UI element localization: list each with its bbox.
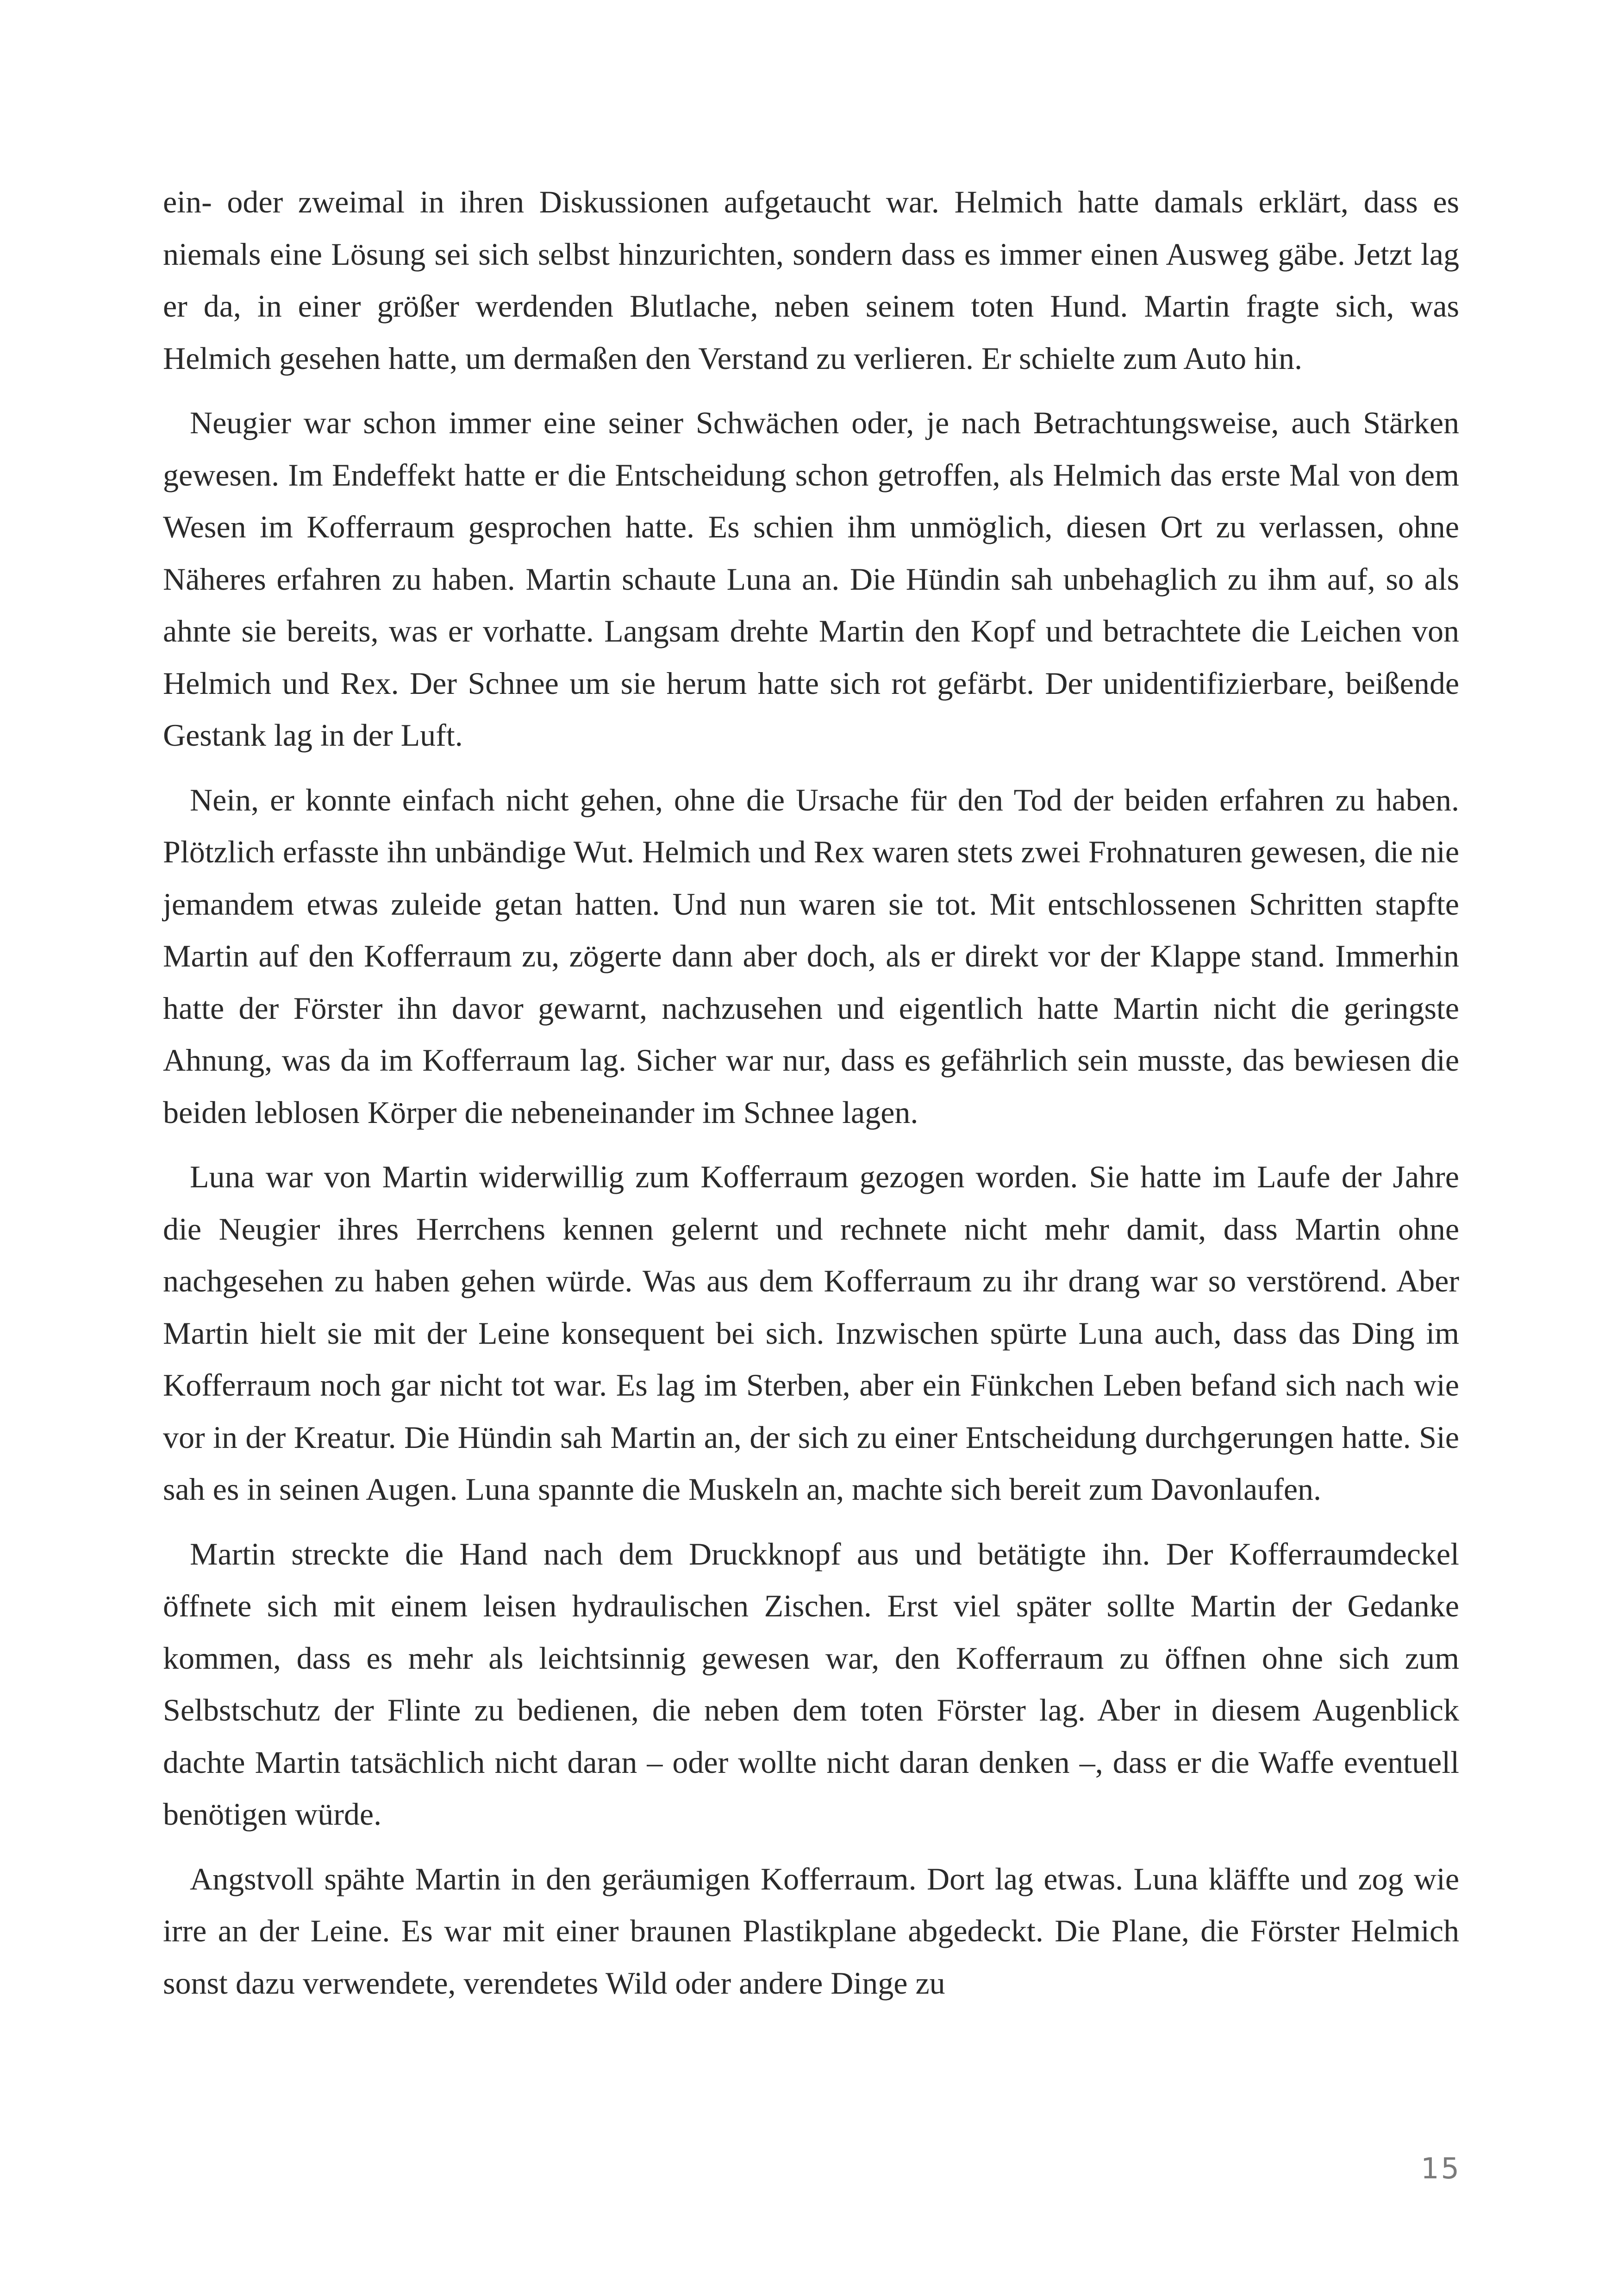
paragraph-3: Nein, er konnte einfach nicht gehen, ohne die Ursache für den Tod der beiden erfahren zu haben. Plötzlich erfasste ihn unbändige Wut. Helmich und Rex waren stets zwei Frohnaturen gewesen, die nie jemandem etwas zuleide getan hatten. Und nun waren sie tot. Mit entschlossenen Schritten stapfte Martin auf den Kofferraum zu, zögerte dann aber doch, als er direkt vor der Klappe stand. Immerhin hatte der Förster ihn davor gewarnt, nachzusehen und eigentlich hatte Martin nicht die geringste Ahnung, was da im Kofferraum lag. Sicher war nur, dass es gefährlich sein musste, das bewiesen die beiden leblosen Körper die nebeneinander im Schnee lagen. [163, 782, 1459, 1130]
paragraph-2: Neugier war schon immer eine seiner Schwächen oder, je nach Betrachtungsweise, auch Stärken gewesen. Im Endeffekt hatte er die Entscheidung schon getroffen, als Helmich das erste Mal von dem Wesen im Kofferraum gesprochen hatte. Es schien ihm unmöglich, diesen Ort zu verlassen, ohne Näheres erfahren zu haben. Martin schaute Luna an. Die Hündin sah unbehaglich zu ihm auf, so als ahnte sie bereits, was er vorhatte. Langsam drehte Martin den Kopf und betrachtete die Leichen von Helmich und Rex. Der Schnee um sie herum hatte sich rot gefärbt. Der unidentifizierbare, beißende Gestank lag in der Luft. [163, 405, 1459, 753]
paragraph-5: Martin streckte die Hand nach dem Druckknopf aus und betätigte ihn. Der Kofferraumdeckel öffnete sich mit einem leisen hydraulischen Zischen. Erst viel später sollte Martin der Gedanke kommen, dass es mehr als leichtsinnig gewesen war, den Kofferraum zu öffnen ohne sich zum Selbstschutz der Flinte zu bedienen, die neben dem toten Förster lag. Aber in diesem Augenblick dachte Martin tatsächlich nicht daran – oder wollte nicht daran denken –, dass er die Waffe eventuell benötigen würde. [163, 1536, 1459, 1832]
body-text [163, 176, 1459, 2021]
paragraph-1: ein- oder zweimal in ihren Diskussionen aufgetaucht war. Helmich hatte damals erklärt, dass es niemals eine Lösung sei sich selbst hinzurichten, sondern dass es immer einen Ausweg gäbe. Jetzt lag er da, in einer größer werdenden Blutlache, neben seinem toten Hund. Martin fragte sich, was Helmich gesehen hatte, um dermaßen den Verstand zu verlieren. Er schielte zum Auto hin. [163, 184, 1459, 376]
page-number: 15 [1421, 2152, 1461, 2185]
paragraph-4: Luna war von Martin widerwillig zum Kofferraum gezogen worden. Sie hatte im Laufe der Jahre die Neugier ihres Herrchens kennen gelernt und rechnete nicht mehr damit, dass Martin ohne nachgesehen zu haben gehen würde. Was aus dem Kofferraum zu ihr drang war so verstörend. Aber Martin hielt sie mit der Leine konsequent bei sich. Inzwischen spürte Luna auch, dass das Ding im Kofferraum noch gar nicht tot war. Es lag im Sterben, aber ein Fünkchen Leben befand sich nach wie vor in der Kreatur. Die Hündin sah Martin an, der sich zu einer Entscheidung durchgerungen hatte. Sie sah es in seinen Augen. Luna spannte die Muskeln an, machte sich bereit zum Davonlaufen. [163, 1159, 1459, 1507]
paragraph-6: Angstvoll spähte Martin in den geräumigen Kofferraum. Dort lag etwas. Luna kläffte und zog wie irre an der Leine. Es war mit einer braunen Plastikplane abgedeckt. Die Plane, die Förster Helmich sonst dazu verwendete, verendetes Wild oder andere Dinge zu [163, 1861, 1459, 2001]
